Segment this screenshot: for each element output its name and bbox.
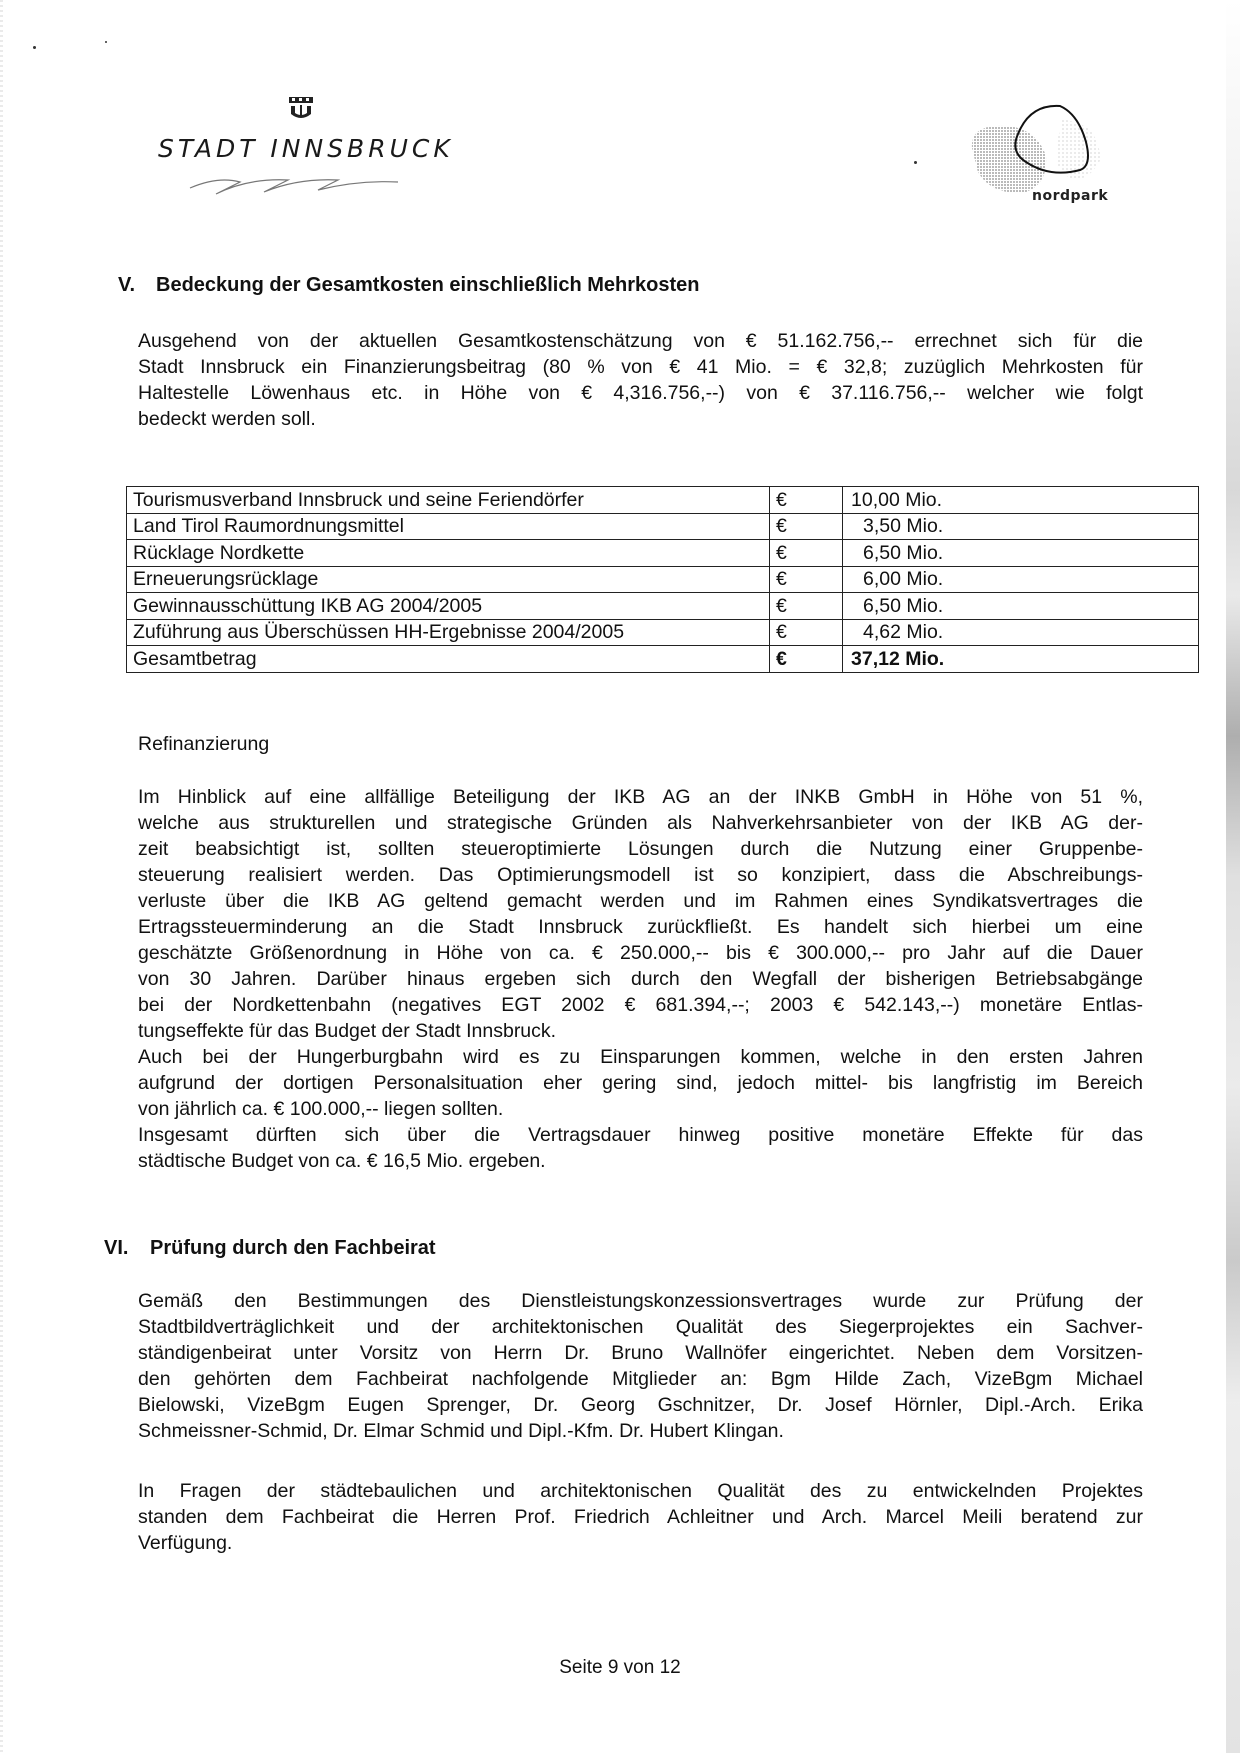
text-line: Ausgehend von der aktuellen Gesamtkostenschätzung von € 51.162.756,-- errechnet sich für die <box>138 330 1143 352</box>
text-line: zeit beabsichtigt ist, sollten steueroptimierte Lösungen durch die Nutzung einer Gruppenbe- <box>138 838 1143 860</box>
row-value <box>843 593 1199 620</box>
wave-ornament-icon <box>188 172 408 196</box>
row-label: Gewinnausschüttung IKB AG 2004/2005 <box>127 593 770 620</box>
section-vi-paragraph-2 <box>138 1478 1143 1556</box>
refinancing-subtitle-text: Refinanzierung <box>138 733 270 755</box>
total-currency: € <box>770 646 843 673</box>
section-vi-heading <box>104 1237 436 1260</box>
text-line: tungseffekte für das Budget der Stadt Innsbruck. <box>138 1020 557 1042</box>
scan-speck <box>914 161 917 164</box>
table-row <box>127 566 1199 593</box>
text-line: bei der Nordkettenbahn (negatives EGT 2002 € 681.394,--; 2003 € 542.143,--) monetäre Entlas- <box>138 994 1143 1016</box>
text-line: Verfügung. <box>138 1532 233 1554</box>
row-label: Rücklage Nordkette <box>127 540 770 567</box>
innsbruck-coat-of-arms-icon <box>288 96 314 122</box>
row-value-text: 6,00 Mio. <box>863 568 944 591</box>
table-total-row <box>127 646 1199 673</box>
text-line: verluste über die IKB AG geltend gemacht werden und im Rahmen eines Syndikatsvertrages die <box>138 890 1143 912</box>
text-line: von jährlich ca. € 100.000,-- liegen sollten. <box>138 1098 504 1120</box>
text-line: Insgesamt dürften sich über die Vertragsdauer hinweg positive monetäre Effekte für das <box>138 1124 1143 1146</box>
section-vi-number: VI. <box>104 1237 129 1259</box>
row-currency: € <box>770 540 843 567</box>
section-v-number: V. <box>118 274 136 296</box>
text-line: Ertragssteuerminderung an die Stadt Innsbruck zurückfließt. Es handelt sich hierbei um eine <box>138 916 1143 938</box>
section-v-title: Bedeckung der Gesamtkosten einschließlich Mehrkosten <box>156 274 700 296</box>
row-value-text: 6,50 Mio. <box>863 541 944 564</box>
row-label: Erneuerungsrücklage <box>127 566 770 593</box>
text-line: den gehörten dem Fachbeirat nachfolgende Mitglieder an: Bgm Hilde Zach, VizeBgm Michael <box>138 1368 1143 1390</box>
row-label: Land Tirol Raumordnungsmittel <box>127 513 770 540</box>
page-number: Seite 9 von 12 <box>559 1657 681 1678</box>
row-value-text: 4,62 Mio. <box>863 621 944 644</box>
total-label: Gesamtbetrag <box>127 646 770 673</box>
stadt-innsbruck-logo <box>158 96 458 196</box>
scan-edge-right <box>1226 0 1240 1753</box>
row-currency: € <box>770 593 843 620</box>
section-v-heading <box>118 274 700 297</box>
text-line: von 30 Jahren. Darüber hinaus ergeben sich durch den Wegfall der bisherigen Betriebsabgänge <box>138 968 1143 990</box>
section-vi-paragraph-1 <box>138 1288 1143 1444</box>
text-line: steuerung realisiert werden. Das Optimierungsmodell ist so konzipiert, dass die Abschreibungs- <box>138 864 1143 886</box>
text-line: Stadt Innsbruck ein Finanzierungsbeitrag (80 % von € 41 Mio. = € 32,8; zuzüglich Mehrkosten für <box>138 356 1143 378</box>
text-line: städtische Budget von ca. € 16,5 Mio. ergeben. <box>138 1150 546 1172</box>
row-currency: € <box>770 487 843 514</box>
stadt-innsbruck-wordmark: STADT INNSBRUCK <box>158 134 454 163</box>
section-v-intro <box>138 328 1143 432</box>
table-row <box>127 593 1199 620</box>
text-line: aufgrund der dortigen Personalsituation eher gering sind, jedoch mittel- bis langfristig im Bereich <box>138 1072 1143 1094</box>
table-row <box>127 513 1199 540</box>
text-line: Gemäß den Bestimmungen des Dienstleistungskonzessionsvertrages wurde zur Prüfung der <box>138 1290 1143 1312</box>
scan-speck <box>33 46 36 49</box>
scan-edge-left <box>0 0 3 1753</box>
refinancing-subtitle <box>138 731 1143 757</box>
row-value <box>843 487 1199 514</box>
total-value: 37,12 Mio. <box>843 646 1199 673</box>
text-line: Schmeissner-Schmid, Dr. Elmar Schmid und Dipl.-Kfm. Dr. Hubert Klingan. <box>138 1420 784 1442</box>
scan-speck <box>105 41 107 43</box>
row-currency: € <box>770 566 843 593</box>
section-vi-title: Prüfung durch den Fachbeirat <box>150 1237 436 1259</box>
row-value-text: 10,00 Mio. <box>851 488 943 511</box>
row-value <box>843 619 1199 646</box>
text-line: Im Hinblick auf eine allfällige Beteiligung der IKB AG an der INKB GmbH in Höhe von 51 %, <box>138 786 1143 808</box>
row-value-text: 6,50 Mio. <box>863 594 944 617</box>
row-value-text: 3,50 Mio. <box>863 515 944 538</box>
text-line: Bielowski, VizeBgm Eugen Sprenger, Dr. Georg Gschnitzer, Dr. Josef Hörnler, Dipl.-Arch. Erika <box>138 1394 1143 1416</box>
text-line: ständigenbeirat unter Vorsitz von Herrn Dr. Bruno Wallnöfer eingerichtet. Neben dem Vorsitzen- <box>138 1342 1143 1364</box>
text-line: welche aus strukturellen und strategische Gründen als Nahverkehrsanbieter von der IKB AG der- <box>138 812 1143 834</box>
text-line: Haltestelle Löwenhaus etc. in Höhe von € 4,316.756,--) von € 37.116.756,-- welcher wie folgt <box>138 382 1143 404</box>
table-row <box>127 619 1199 646</box>
table-row <box>127 540 1199 567</box>
row-value <box>843 540 1199 567</box>
text-line: In Fragen der städtebaulichen und architektonischen Qualität des zu entwickelnden Projektes <box>138 1480 1143 1502</box>
text-line: geschätzte Größenordnung in Höhe von ca. € 250.000,-- bis € 300.000,-- pro Jahr auf die Dauer <box>138 942 1143 964</box>
text-line: bedeckt werden soll. <box>138 408 316 430</box>
row-value <box>843 513 1199 540</box>
row-value <box>843 566 1199 593</box>
nordpark-blob-icon <box>950 100 1130 195</box>
row-label: Tourismusverband Innsbruck und seine Feriendörfer <box>127 487 770 514</box>
row-currency: € <box>770 619 843 646</box>
nordpark-wordmark: nordpark <box>1032 188 1109 204</box>
funding-table <box>126 486 1199 673</box>
nordpark-logo <box>950 100 1130 210</box>
text-line: Stadtbildverträglichkeit und der architektonischen Qualität des Siegerprojektes ein Sachver- <box>138 1316 1143 1338</box>
table-row <box>127 487 1199 514</box>
text-line: Auch bei der Hungerburgbahn wird es zu Einsparungen kommen, welche in den ersten Jahren <box>138 1046 1143 1068</box>
text-line: standen dem Fachbeirat die Herren Prof. Friedrich Achleitner und Arch. Marcel Meili beratend zur <box>138 1506 1143 1528</box>
row-label: Zuführung aus Überschüssen HH-Ergebnisse 2004/2005 <box>127 619 770 646</box>
refinancing-paragraph <box>138 784 1143 1174</box>
row-currency: € <box>770 513 843 540</box>
